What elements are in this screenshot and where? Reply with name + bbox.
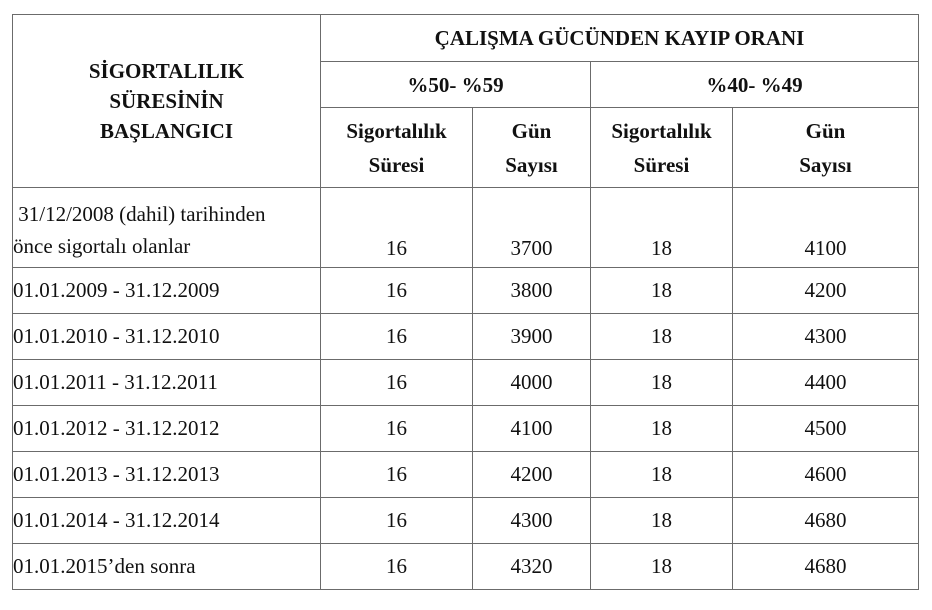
value-cell: 4400 (733, 360, 919, 406)
value-cell: 18 (591, 406, 733, 452)
value-cell: 18 (591, 188, 733, 268)
subheader-cell (733, 108, 919, 188)
value-cell: 4680 (733, 544, 919, 590)
value-cell: 16 (321, 360, 473, 406)
subheader-line: Süresi (368, 152, 425, 177)
value-cell: 18 (591, 268, 733, 314)
value-cell: 16 (321, 268, 473, 314)
period-cell (13, 188, 321, 268)
value-cell: 4100 (733, 188, 919, 268)
value-cell: 4300 (473, 498, 591, 544)
value-cell: 16 (321, 452, 473, 498)
table-row (13, 268, 919, 314)
insurance-table (12, 14, 919, 590)
value-cell: 16 (321, 188, 473, 268)
period-line: 31/12/2008 (dahil) tarihinden (13, 202, 266, 226)
subheader-line: Süresi (633, 152, 690, 177)
value-cell: 3800 (473, 268, 591, 314)
subheader-cell (591, 108, 733, 188)
table-row (13, 544, 919, 590)
period-cell: 01.01.2011 - 31.12.2011 (13, 360, 321, 406)
value-cell: 3700 (473, 188, 591, 268)
subheader-line: Sayısı (799, 152, 852, 177)
period-cell: 01.01.2012 - 31.12.2012 (13, 406, 321, 452)
value-cell: 4100 (473, 406, 591, 452)
corner-header-line: SÜRESİNİN (109, 89, 224, 113)
value-cell: 4200 (473, 452, 591, 498)
header-row-title (13, 15, 919, 62)
table-row (13, 188, 919, 268)
value-cell: 18 (591, 452, 733, 498)
value-cell: 4600 (733, 452, 919, 498)
value-cell: 16 (321, 498, 473, 544)
table-row (13, 406, 919, 452)
subheader-cell (321, 108, 473, 188)
value-cell: 4300 (733, 314, 919, 360)
value-cell: 18 (591, 544, 733, 590)
corner-header-line: BAŞLANGICI (99, 119, 234, 143)
period-cell: 01.01.2014 - 31.12.2014 (13, 498, 321, 544)
value-cell: 18 (591, 360, 733, 406)
value-cell: 16 (321, 314, 473, 360)
period-line: önce sigortalı olanlar (13, 234, 191, 258)
table-row (13, 498, 919, 544)
subheader-line: Sayısı (505, 152, 558, 177)
table-row (13, 314, 919, 360)
period-cell: 01.01.2013 - 31.12.2013 (13, 452, 321, 498)
value-cell: 4000 (473, 360, 591, 406)
table-row (13, 452, 919, 498)
subheader-cell (473, 108, 591, 188)
subheader-line: Sigortalılık (346, 118, 447, 143)
table-row (13, 360, 919, 406)
value-cell: 18 (591, 314, 733, 360)
subheader-line: Gün (805, 118, 846, 143)
group-header-40-49: %40- %49 (591, 62, 919, 108)
value-cell: 4200 (733, 268, 919, 314)
value-cell: 16 (321, 406, 473, 452)
period-cell: 01.01.2009 - 31.12.2009 (13, 268, 321, 314)
value-cell: 16 (321, 544, 473, 590)
corner-header (13, 15, 321, 188)
period-cell: 01.01.2015’den sonra (13, 544, 321, 590)
subheader-line: Gün (511, 118, 552, 143)
main-title-header: ÇALIŞMA GÜCÜNDEN KAYIP ORANI (321, 15, 919, 62)
corner-header-line: SİGORTALILIK (88, 59, 245, 83)
value-cell: 18 (591, 498, 733, 544)
value-cell: 4320 (473, 544, 591, 590)
group-header-50-59: %50- %59 (321, 62, 591, 108)
value-cell: 3900 (473, 314, 591, 360)
value-cell: 4500 (733, 406, 919, 452)
subheader-line: Sigortalılık (611, 118, 712, 143)
value-cell: 4680 (733, 498, 919, 544)
period-cell: 01.01.2010 - 31.12.2010 (13, 314, 321, 360)
